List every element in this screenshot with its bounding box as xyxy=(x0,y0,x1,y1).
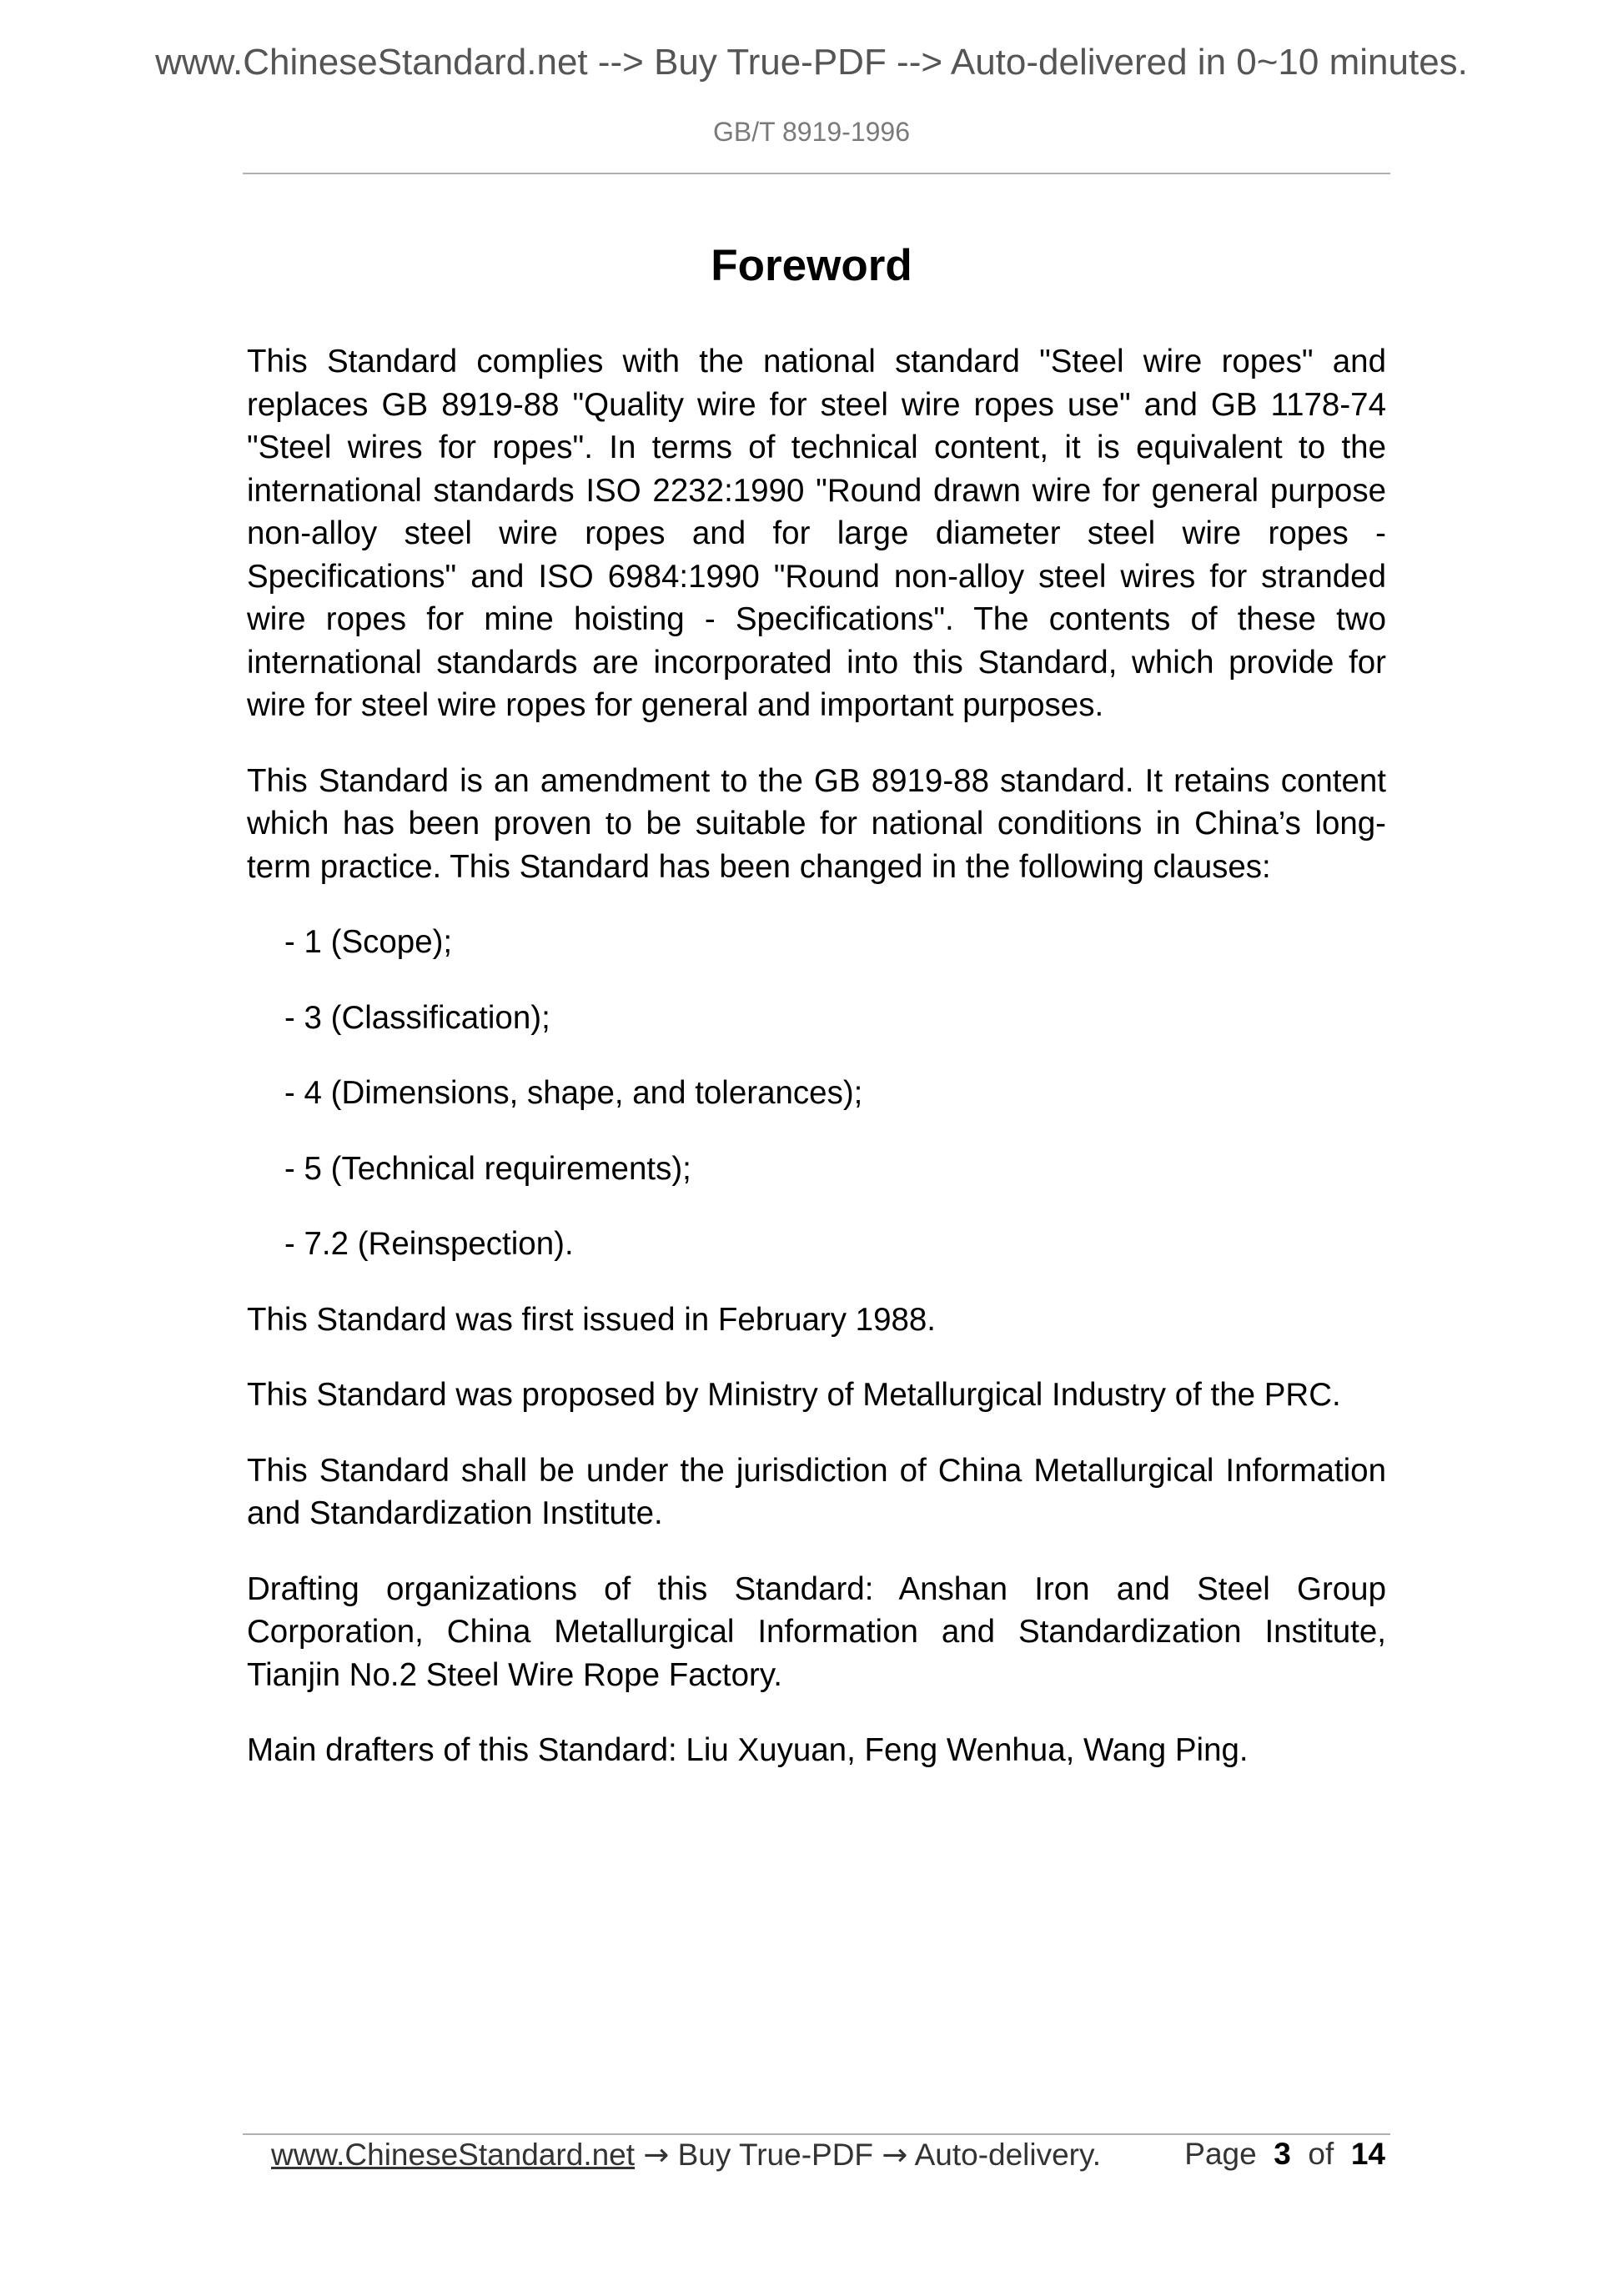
arrow-right-icon: → xyxy=(643,2137,670,2173)
paragraph-drafting-organizations: Drafting organizations of this Standard: Anshan Iron and Steel Group Corporation, China Metallurgical Information and Standardization Institute, Tianjin No.2 Steel Wire Rope Factory. xyxy=(247,1570,1386,1693)
list-item: - 3 (Classification); xyxy=(284,999,550,1036)
total-pages: 14 xyxy=(1350,2137,1385,2171)
paragraph-proposed-by: This Standard was proposed by Ministry of Metallurgical Industry of the PRC. xyxy=(247,1377,1341,1413)
paragraph-amendment: This Standard is an amendment to the GB 8919-88 standard. It retains content which has been proven to be suitable for national conditions in China’s long-term practice. This Standard has been changed in the following clauses: xyxy=(247,762,1386,885)
footer-website-link[interactable]: www.ChineseStandard.net xyxy=(271,2138,636,2172)
paragraph-jurisdiction: This Standard shall be under the jurisdiction of China Metallurgical Information and Standardization Institute. xyxy=(247,1452,1386,1531)
footer-promo xyxy=(271,2137,1101,2173)
top-banner: www.ChineseStandard.net --> Buy True-PDF --> Auto-delivered in 0~10 minutes. xyxy=(155,42,1468,83)
document-code: GB/T 8919-1996 xyxy=(712,117,910,147)
page-label: Page xyxy=(1184,2137,1257,2171)
list-item: - 5 (Technical requirements); xyxy=(284,1150,691,1187)
footer-delivery-text: Auto-delivery. xyxy=(914,2138,1102,2172)
of-label: of xyxy=(1308,2137,1334,2171)
page-indicator xyxy=(1184,2137,1385,2172)
footer-buy-text: Buy True-PDF xyxy=(677,2138,874,2172)
list-item: - 4 (Dimensions, shape, and tolerances); xyxy=(284,1075,863,1111)
document-body xyxy=(247,340,1386,1805)
footer-divider xyxy=(243,2133,1390,2135)
paragraph-first-issued: This Standard was first issued in February 1988. xyxy=(247,1301,937,1338)
arrow-right-icon: → xyxy=(882,2137,908,2173)
list-item: - 1 (Scope); xyxy=(284,924,453,960)
list-item: - 7.2 (Reinspection). xyxy=(284,1226,574,1262)
page-title: Foreword xyxy=(711,241,912,290)
paragraph-main-drafters: Main drafters of this Standard: Liu Xuyuan, Feng Wenhua, Wang Ping. xyxy=(247,1732,1249,1768)
header-divider xyxy=(243,173,1390,174)
page-number: 3 xyxy=(1274,2137,1291,2171)
paragraph-scope-statement: This Standard complies with the national standard "Steel wire ropes" and replaces GB 8919-88 "Quality wire for steel wire ropes use" and GB 1178-74 "Steel wires for ropes". In terms of technical content, it is equivalent to the international standards ISO 2232:1990 "Round drawn wire for general purpose non-alloy steel wire ropes and for large diameter steel wire ropes - Specifications" and ISO 6984:1990 "Round non-alloy steel wires for stranded wire ropes for mine hoisting - Specifications". The contents of these two international standards are incorporated into this Standard, which provide for wire for steel wire ropes for general and important purposes. xyxy=(247,344,1386,723)
